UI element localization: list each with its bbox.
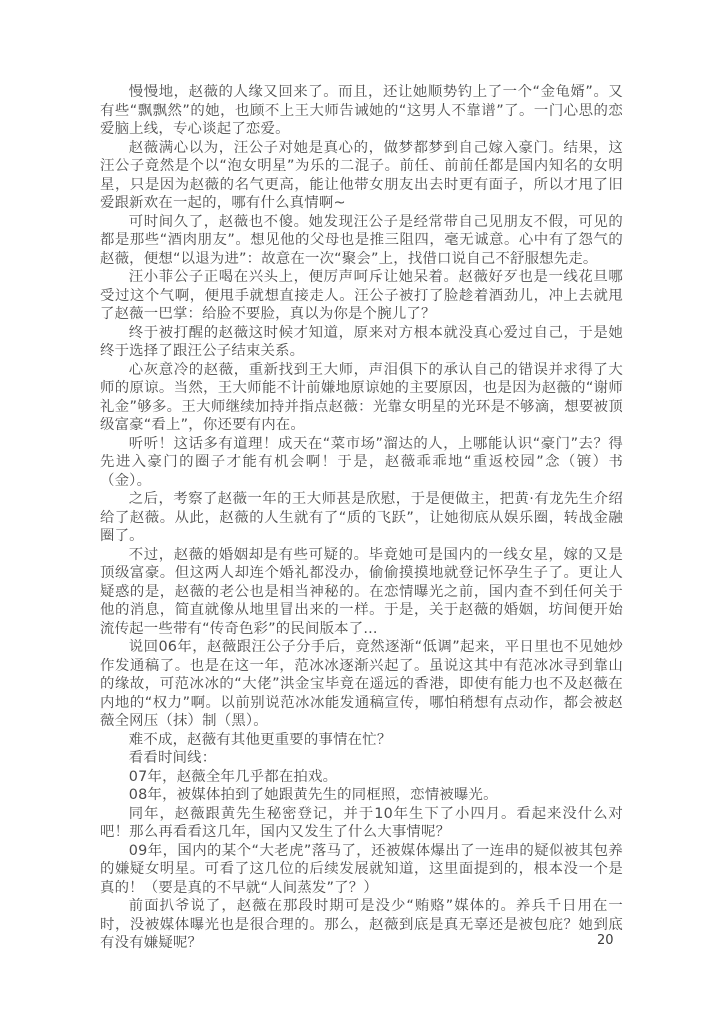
paragraph-2: 赵薇满心以为，汪公子对她是真心的，做梦都梦到自己嫁入豪门。结果，这汪公子竟然是个以“泡女明星”为乐的二混子。前任、前前任都是国内知名的女明星，只是因为赵薇的名气更高，能让他带女朋友出去时更有面子，所以才甩了旧爱跟新欢在一起的，哪有什么真情啊~ [100, 139, 623, 211]
paragraph-8: 之后，考察了赵薇一年的王大师甚是欣慰，于是便做主，把黄·有龙先生介绍给了赵薇。从此，赵薇的人生就有了“质的飞跃”，让她彻底从娱乐圈，转战金融圈了。 [100, 491, 623, 544]
paragraph-17: 前面扒爷说了，赵薇在那段时期可是没少“贿赂”媒体的。养兵千日用在一时，没被媒体曝光也是很合理的。那么，赵薇到底是真无辜还是被包庇？她到底有没有嫌疑呢？ [100, 898, 623, 951]
paragraph-7: 听听！这话多有道理！成天在“菜市场”溜达的人，上哪能认识“豪门”去？得先进入豪门的圈子才能有机会啊！于是，赵薇乖乖地“重返校园”念（镀）书（金）。 [100, 435, 623, 489]
paragraph-16: 09年，国内的某个“大老虎”落马了，还被媒体爆出了一连串的疑似被其包养的嫌疑女明星。可看了这几位的后续发展就知道，这里面提到的，根本没一个是真的！（要是真的不早就“人间蒸发”了？） [100, 842, 623, 896]
paragraph-6: 心灰意冷的赵薇，重新找到王大师，声泪俱下的承认自己的错误并求得了大师的原谅。当然，王大师能不计前嫌地原谅她的主要原因，也是因为赵薇的“谢师礼金”够多。王大师继续加持并指点赵薇：光靠女明星的光环是不够滴，想要被顶级富豪“看上”，你还要有内在。 [100, 361, 623, 433]
page-number: 20 [597, 933, 614, 948]
paragraph-4: 汪小菲公子正喝在兴头上，便厉声呵斥让她呆着。赵薇好歹也是一线花旦哪受过这个气啊，便甩手就想直接走人。汪公子被打了脸趁着酒劲儿，冲上去就甩了赵薇一巴掌：给脸不要脸，真以为你是个腕儿了？ [100, 269, 623, 322]
paragraph-9: 不过，赵薇的婚姻却是有些可疑的。毕竟她可是国内的一线女星，嫁的又是顶级富豪。但这两人却连个婚礼都没办，偷偷摸摸地就登记怀孕生子了。更让人疑惑的是，赵薇的老公也是相当神秘的。在恋情曝光之前，国内查不到任何关于他的消息，简直就像从地里冒出来的一样。于是，关于赵薇的婚姻，坊间便开始流传起一些带有“传奇色彩”的民间版本了... [100, 546, 623, 637]
paragraph-11: 难不成，赵薇有其他更重要的事情在忙？ [128, 731, 392, 748]
paragraph-15: 同年，赵薇跟黄先生秘密登记，并于10年生下了小四月。看起来没什么对吧！那么再看看这几年，国内又发生了什么大事情呢？ [100, 805, 623, 840]
paragraph-3: 可时间久了，赵薇也不傻。她发现汪公子是经常带自己见朋友不假，可见的都是那些“酒肉朋友”。想见他的父母也是推三阻四，毫无诚意。心中有了怨气的赵薇，便想“以退为进”：故意在一次“聚会”上，找借口说自己不舒服想先走。 [100, 213, 623, 267]
paragraph-13: 07年，赵薇全年几乎都在拍戏。 [128, 768, 338, 785]
paragraph-5: 终于被打醒的赵薇这时候才知道，原来对方根本就没真心爱过自己，于是她终于选择了跟汪公子结束关系。 [100, 324, 623, 359]
paragraph-10: 说回06年，赵薇跟汪公子分手后，竟然逐渐“低调”起来，平日里也不见她炒作发通稿了。也是在这一年，范冰冰逐渐兴起了。虽说这其中有范冰冰寻到靠山的缘故，可范冰冰的“大佬”洪金宝毕竟在遥远的香港，即使有能力也不及赵薇在内地的“权力”啊。以前别说范冰冰能发通稿宣传，哪怕稍想有点动作，都会被赵薇全网压（抹）制（黑）。 [100, 639, 623, 729]
article-body [100, 83, 623, 953]
paragraph-1: 慢慢地，赵薇的人缘又回来了。而且，还让她顺势钓上了一个“金龟婿”。又有些“飘飘然”的她，也顾不上王大师告诫她的“这男人不靠谱”了。一门心思的恋爱脑上线，专心谈起了恋爱。 [100, 84, 623, 137]
paragraph-12: 看看时间线： [128, 750, 217, 766]
paragraph-14: 08年，被媒体拍到了她跟黄先生的同框照，恋情被曝光。 [128, 787, 498, 803]
